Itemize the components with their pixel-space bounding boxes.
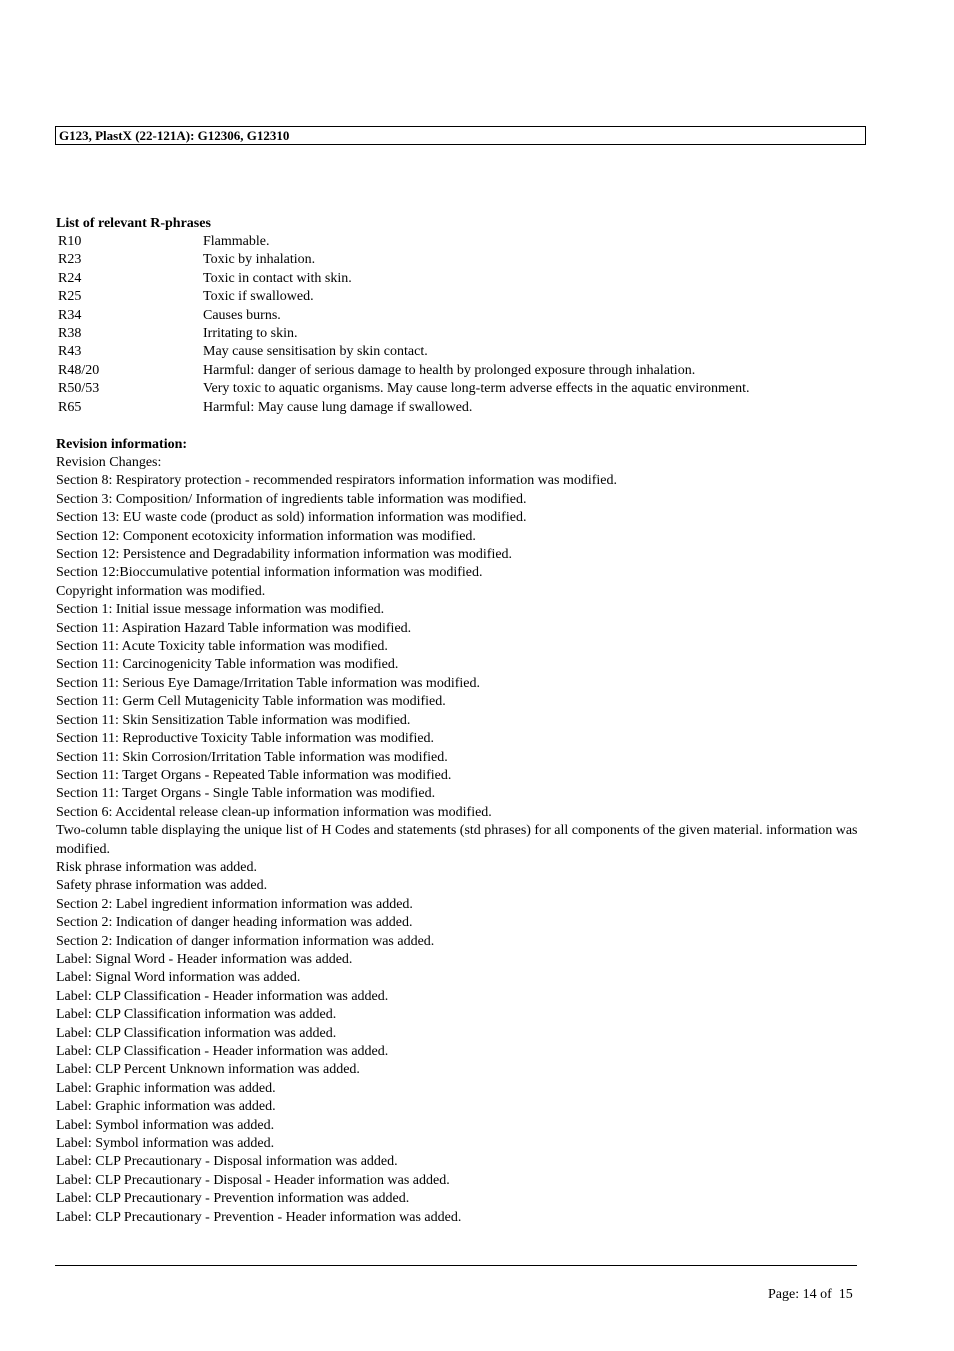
revision-line: Section 8: Respiratory protection - recommended respirators information information was modified. xyxy=(56,473,618,489)
r-phrase-text: Very toxic to aquatic organisms. May cause long-term adverse effects in the aquatic environment. xyxy=(203,381,750,397)
revision-line: Label: CLP Classification information was added. xyxy=(56,1007,337,1023)
r-phrase-text: Harmful: May cause lung damage if swallowed. xyxy=(203,399,473,415)
revision-line: Risk phrase information was added. xyxy=(56,859,258,875)
revision-heading: Revision information: xyxy=(56,437,188,452)
revision-line: Label: CLP Classification - Header information was added. xyxy=(56,988,389,1004)
r-phrases-heading: List of relevant R-phrases xyxy=(56,216,211,231)
revision-line: Label: Graphic information was added. xyxy=(56,1099,276,1115)
r-phrase-row xyxy=(56,288,906,306)
revision-line: Section 11: Target Organs - Repeated Table information was modified. xyxy=(56,767,452,783)
revision-line: Section 11: Germ Cell Mutagenicity Table information was modified. xyxy=(56,694,446,710)
r-phrase-text: Irritating to skin. xyxy=(203,325,298,341)
revision-line: Section 11: Target Organs - Single Table information was modified. xyxy=(56,786,436,802)
revision-line: Safety phrase information was added. xyxy=(56,878,268,894)
revision-line: Section 11: Skin Corrosion/Irritation Table information was modified. xyxy=(56,749,448,765)
r-phrase-row xyxy=(56,325,906,343)
revision-line: Label: Signal Word information was added. xyxy=(56,970,301,986)
revision-line: Copyright information was modified. xyxy=(56,583,266,599)
revision-line: Section 2: Indication of danger information information was added. xyxy=(56,933,435,949)
revision-line: Section 11: Reproductive Toxicity Table information was modified. xyxy=(56,731,435,747)
revision-line: Section 12: Persistence and Degradability information information was modified. xyxy=(56,547,513,563)
revision-line: Label: CLP Precautionary - Disposal information was added. xyxy=(56,1154,398,1170)
revision-line: Label: Graphic information was added. xyxy=(56,1080,276,1096)
r-phrase-text: Flammable. xyxy=(203,234,270,249)
r-phrase-row xyxy=(56,270,906,288)
r-phrase-text: May cause sensitisation by skin contact. xyxy=(203,344,428,360)
revision-line: Section 2: Label ingredient information information was added. xyxy=(56,896,413,912)
revision-changes-list xyxy=(56,454,876,1227)
r-phrase-code: R38 xyxy=(58,325,82,341)
r-phrases-list xyxy=(56,233,906,417)
revision-line: Section 12:Bioccumulative potential information information was modified. xyxy=(56,565,483,581)
r-phrase-code: R23 xyxy=(58,252,82,268)
revision-line: Label: CLP Precautionary - Prevention information was added. xyxy=(56,1191,410,1207)
r-phrase-code: R24 xyxy=(58,270,82,286)
revision-line: Revision Changes: xyxy=(56,455,162,470)
revision-line: Section 2: Indication of danger heading information was added. xyxy=(56,915,413,931)
revision-line: Label: CLP Classification - Header information was added. xyxy=(56,1044,389,1059)
r-phrase-row xyxy=(56,233,906,251)
revision-line: Section 11: Carcinogenicity Table information was modified. xyxy=(56,657,399,673)
r-phrase-code: R43 xyxy=(58,344,82,360)
revision-line: Label: Signal Word - Header information was added. xyxy=(56,951,353,967)
r-phrase-text: Toxic in contact with skin. xyxy=(203,270,352,286)
revision-line: Two-column table displaying the unique list of H Codes and statements (std phrases) for all components of the given material. information was modified. xyxy=(56,823,858,857)
r-phrase-text: Toxic if swallowed. xyxy=(203,289,314,305)
product-header-box xyxy=(55,126,866,145)
r-phrase-text: Causes burns. xyxy=(203,307,281,323)
r-phrase-code: R10 xyxy=(58,234,82,249)
revision-line: Section 6: Accidental release clean-up information information was modified. xyxy=(56,804,492,820)
revision-line: Label: Symbol information was added. xyxy=(56,1136,275,1152)
r-phrase-row xyxy=(56,399,906,417)
revision-line: Section 1: Initial issue message information was modified. xyxy=(56,602,385,618)
r-phrase-row xyxy=(56,380,906,398)
revision-line: Section 3: Composition/ Information of ingredients table information was modified. xyxy=(56,491,527,507)
r-phrase-code: R25 xyxy=(58,289,82,305)
r-phrase-code: R50/53 xyxy=(58,381,100,397)
revision-line: Section 11: Acute Toxicity table information was modified. xyxy=(56,639,388,655)
revision-line: Label: CLP Percent Unknown information was added. xyxy=(56,1062,360,1078)
r-phrase-row xyxy=(56,362,906,380)
revision-line: Section 13: EU waste code (product as sold) information information was modified. xyxy=(56,510,527,526)
page-number: Page: 14 of 15 xyxy=(768,1287,853,1302)
r-phrase-row xyxy=(56,307,906,325)
r-phrase-row xyxy=(56,251,906,269)
revision-information-section xyxy=(56,436,876,1227)
revision-line: Section 11: Serious Eye Damage/Irritation Table information was modified. xyxy=(56,675,480,691)
revision-line: Label: CLP Precautionary - Disposal - Header information was added. xyxy=(56,1172,450,1188)
revision-line: Label: Symbol information was added. xyxy=(56,1117,275,1133)
r-phrase-row xyxy=(56,343,906,361)
revision-line: Section 12: Component ecotoxicity information information was modified. xyxy=(56,528,476,544)
r-phrase-code: R65 xyxy=(58,399,82,415)
r-phrase-code: R48/20 xyxy=(58,362,100,378)
revision-line: Label: CLP Precautionary - Prevention - Header information was added. xyxy=(56,1209,462,1225)
r-phrases-section xyxy=(56,215,906,417)
revision-line: Section 11: Aspiration Hazard Table information was modified. xyxy=(56,620,412,636)
r-phrase-code: R34 xyxy=(58,307,82,323)
revision-line: Section 11: Skin Sensitization Table information was modified. xyxy=(56,712,411,728)
r-phrase-text: Toxic by inhalation. xyxy=(203,252,316,268)
r-phrase-text: Harmful: danger of serious damage to health by prolonged exposure through inhalation. xyxy=(203,362,696,378)
revision-line: Label: CLP Classification information was added. xyxy=(56,1025,337,1041)
product-title: G123, PlastX (22-121A): G12306, G12310 xyxy=(59,128,290,143)
footer-divider xyxy=(55,1265,857,1266)
